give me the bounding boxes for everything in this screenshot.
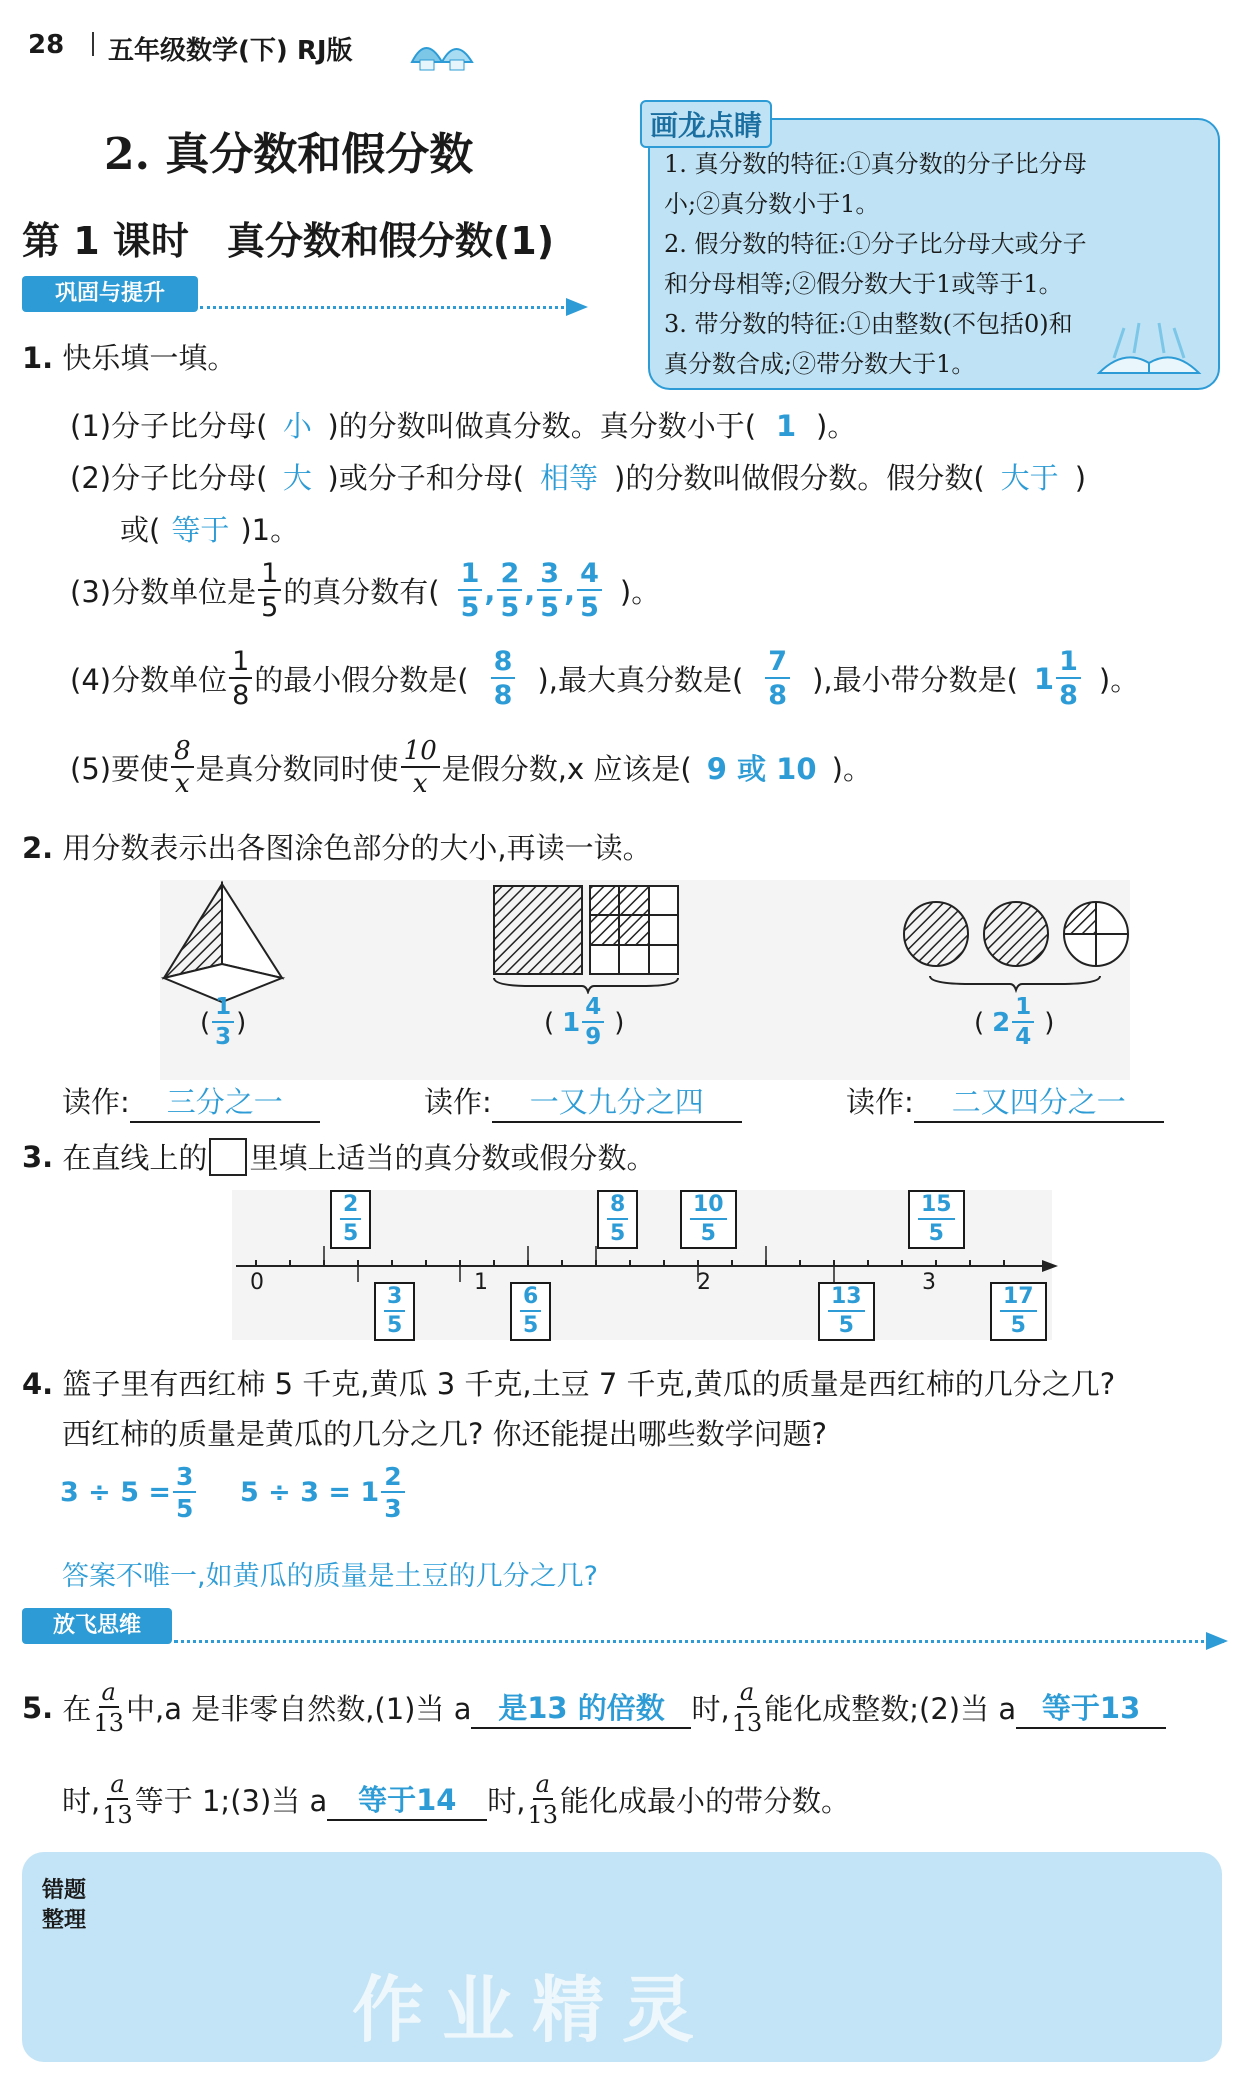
answer: $\frac{7}{8}$ — [765, 648, 790, 709]
circle-figure — [900, 900, 1136, 1000]
tick-label: 3 — [922, 1270, 936, 1295]
q1-part5: (5)要使 $\frac{8}{x}$ 是真分数同时使 $\frac{10}{x}$ 是假分数,x 应该是( 9 或 10 )。 — [70, 736, 872, 799]
empty-box-icon — [209, 1138, 247, 1176]
answer-box-above: $\frac{15}{5}$ — [908, 1190, 965, 1249]
section-dotted-line — [174, 1640, 1224, 1643]
arrow-right-icon — [566, 298, 588, 316]
reading-2: 读作: 一又九分之四 — [424, 1080, 742, 1123]
answer: 等于 — [171, 513, 230, 547]
q3-heading: 3. 在直线上的 里填上适当的真分数或假分数。 — [22, 1139, 656, 1175]
tick-label: 1 — [474, 1270, 488, 1295]
answer-box-below: $\frac{17}{5}$ — [990, 1282, 1047, 1341]
answer: 等于14 — [327, 1778, 487, 1821]
answer: 大 — [282, 461, 312, 495]
tip-text: 1. 真分数的特征:①真分数的分子比分母 小;②真分数小于1。 2. 假分数的特征:①分子比分母大或分子 和分母相等;②假分数大于1或等于1。 3. 带分数的特征:①由整数(不包括0)和 真分数合成;②带分数大于1。 — [664, 150, 1087, 378]
open-book-icon — [1094, 318, 1204, 382]
error-box-label: 错题 整理 — [42, 1878, 87, 1933]
q1-part4: (4)分数单位 $\frac{1}{8}$ 的最小假分数是( $\frac{8}{8}$ ),最大真分数是( $\frac{7}{8}$ ),最小带分数是( 1 $\frac{1}{8}$ )。 — [70, 646, 1140, 711]
section-tag-consolidate: 巩固与提升 — [22, 276, 198, 312]
q4-equation1: 3 ÷ 5 = $\frac{3}{5}$ — [60, 1464, 198, 1521]
tick-label: 0 — [250, 1270, 264, 1295]
watermark: 作业精灵 — [352, 1968, 713, 2052]
answer: 小 — [282, 409, 312, 443]
tip-label: 画龙点睛 — [640, 100, 772, 148]
q1-part3: (3)分数单位是 $\frac{1}{5}$ 的真分数有( $\frac{1}{5}$ , $\frac{2}{5}$ , $\frac{3}{5}$ , $\frac{4}{5}$ )。 — [70, 558, 661, 623]
q1-part2-cont: 或( 等于 )1。 — [120, 508, 299, 549]
arrow-right-icon — [1206, 1632, 1228, 1650]
grid-figure — [492, 884, 682, 994]
answer-box-above: $\frac{10}{5}$ — [680, 1190, 737, 1249]
section-tag-think: 放飞思维 — [22, 1608, 172, 1644]
tick-label: 2 — [697, 1270, 711, 1295]
fig2-answer: ( 1 $\frac{4}{9}$ ) — [544, 994, 625, 1050]
answer-box-below: $\frac{6}{5}$ — [510, 1282, 551, 1341]
fig3-answer: ( 2 $\frac{1}{4}$ ) — [974, 994, 1055, 1050]
header-divider — [92, 32, 94, 56]
q4-line2: 西红柿的质量是黄瓜的几分之几? 你还能提出哪些数学问题? — [62, 1417, 828, 1451]
q5-line2: 时, $\frac{a}{13}$ 等于 1;(3)当 a 等于14 时, $\frac{a}{13}$ 能化成最小的带分数。 — [62, 1770, 851, 1829]
q2-heading: 2. 用分数表示出各图涂色部分的大小,再读一读。 — [22, 831, 652, 865]
pyramid-figure — [160, 880, 290, 1010]
tip-box — [648, 118, 1220, 390]
mushroom-house-icon — [408, 32, 478, 76]
answer-box-below: $\frac{13}{5}$ — [818, 1282, 875, 1341]
answer: 1 — [775, 409, 797, 443]
answer: 大于 — [1000, 461, 1059, 495]
answer: 相等 — [540, 461, 599, 495]
answer: 是13 的倍数 — [471, 1686, 691, 1729]
answer-box-above: $\frac{2}{5}$ — [330, 1190, 371, 1249]
q4-line1: 4. 篮子里有西红柿 5 千克,黄瓜 3 千克,土豆 7 千克,黄瓜的质量是西红柿的几分之几? — [22, 1367, 1116, 1401]
answer-fractions: $\frac{1}{5}$ , $\frac{2}{5}$ , $\frac{3}{5}$ , $\frac{4}{5}$ — [456, 560, 604, 621]
page-title: 2. 真分数和假分数 — [104, 129, 474, 180]
reading-1: 读作: 三分之一 — [62, 1080, 320, 1123]
section-dotted-line — [200, 306, 570, 309]
q4-equation2: 5 ÷ 3 = 1 $\frac{2}{3}$ — [240, 1464, 407, 1521]
q1-part2: (2)分子比分母( 大 )或分子和分母( 相等 )的分数叫做假分数。假分数( 大于 ) — [70, 456, 1086, 497]
answer-box-below: $\frac{3}{5}$ — [374, 1282, 415, 1341]
answer: 1 $\frac{1}{8}$ — [1034, 648, 1083, 709]
error-notes-box[interactable] — [22, 1852, 1222, 2062]
q1-heading: 1. 快乐填一填。 — [22, 341, 237, 375]
book-title: 五年级数学(下) RJ版 — [108, 36, 353, 66]
page-number: 28 — [28, 30, 65, 60]
answer: 等于13 — [1016, 1686, 1166, 1729]
reading-3: 读作: 二又四分之一 — [846, 1080, 1164, 1123]
q4-note: 答案不唯一,如黄瓜的质量是土豆的几分之几? — [62, 1561, 598, 1592]
answer-box-above: $\frac{8}{5}$ — [597, 1190, 638, 1249]
lesson-title: 第 1 课时 真分数和假分数(1) — [22, 219, 555, 263]
fig1-answer: ( $\frac{1}{3}$ ) — [200, 994, 247, 1050]
answer: 9 或 10 — [706, 752, 817, 786]
q1-part1: (1)分子比分母( 小 )的分数叫做真分数。真分数小于( 1 )。 — [70, 404, 856, 445]
q5-line1: 5. 在 $\frac{a}{13}$ 中,a 是非零自然数,(1)当 a 是13 的倍数 时, $\frac{a}{13}$ 能化成整数;(2)当 a 等于13 — [22, 1680, 1166, 1735]
answer: $\frac{8}{8}$ — [491, 648, 516, 709]
